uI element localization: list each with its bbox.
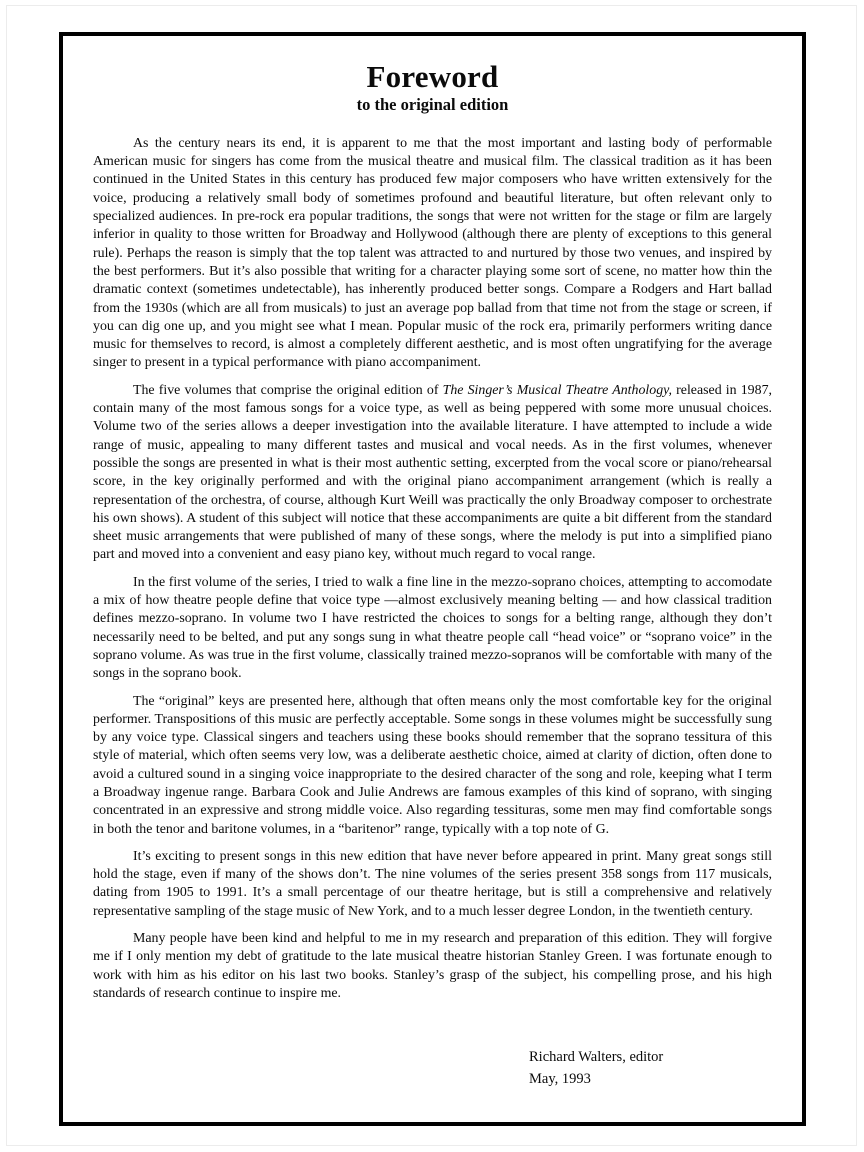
signature-name: Richard Walters, editor [529, 1049, 664, 1066]
page-subtitle: to the original edition [356, 95, 509, 115]
foreword-paragraph-3: In the first volume of the series, I tried to walk a fine line in the mezzo-soprano choices, attempting to accomodate a mix of how theatre people define that voice type —almost exclusively meaning belting — and how classical tradition defines mezzo-soprano. In volume two I have restricted the choices to songs for a belting range, although they don’t necessarily need to be belted, and put any songs sung in what theatre people call “head voice” or “soprano voice” in the soprano volume. As was true in the first volume, classically trained mezzo-sopranos will be comfortable with many of the songs in the soprano book. [93, 574, 772, 682]
foreword-paragraph-6: Many people have been kind and helpful to me in my research and preparation of this edition. They will forgive me if I only mention my debt of gratitude to the late musical theatre historian Stanley Green. I was fortunate enough to work with him as his editor on his last two books. Stanley’s grasp of the subject, his compelling prose, and his high standards of research continue to inspire me. [93, 931, 772, 1001]
page-title: Foreword [366, 59, 499, 94]
paragraph-2-text-post: released in 1987, contain many of the most famous songs for a voice type, as well as being peppered with some more unusual choices. Volume two of the series allows a deeper investigation into the available literature. I have attempted to include a wide range of music, appealing to many different tastes and musical and vocal needs. As in the first volumes, whenever possible the songs are presented in what is their most authentic setting, excerpted from the vocal score or piano/rehearsal score, in the key originally performed and with the original piano accompaniment arrangement (which is really a representation of the orchestra, of course, although Kurt Weill was practically the only Broadway composer to orchestrate his own shows). A student of this subject will notice that these accompaniments are quite a bit different from the standard sheet music arrangements that were published of many of these songs, where the melody is put into a simplified piano part and moved into a convenient and easy piano key, without much regard to vocal range. [93, 382, 772, 563]
foreword-page [59, 32, 806, 1126]
anthology-title-italic: The Singer’s Musical Theatre Anthology, [442, 382, 673, 398]
foreword-paragraph-5: It’s exciting to present songs in this new edition that have never before appeared in print. Many great songs still hold the stage, even if many of the shows don’t. The nine volumes of the series present 358 songs from 117 musicals, dating from 1905 to 1991. It’s a small percentage of our theatre heritage, but is still a comprehensive and relatively representative sampling of the stage music of New York, and to a much lesser degree London, in the twentieth century. [93, 848, 772, 919]
signature-block [93, 1046, 772, 1090]
foreword-paragraph-4: The “original” keys are presented here, although that often means only the most comfortable key for the original performer. Transpositions of this music are perfectly acceptable. Some songs in these volumes might be successfully sung by any voice type. Classical singers and teachers using these books should remember that the soprano tessitura of this style of material, which often seems very low, was a deliberate aesthetic choice, aimed at clarity of diction, often done to avoid a cultured sound in a singing voice inappropriate to the desired character of the song and role, keeping what I term a Broadway ingenue range. Barbara Cook and Julie Andrews are famous examples of this kind of soprano, with singing concentrated in an expressive and strong middle voice. Also regarding tessituras, some men may find comfortable songs in both the tenor and baritone volumes, in a “baritenor” range, typically with a top note of G. [93, 693, 772, 837]
foreword-body [93, 135, 772, 1003]
paragraph-2-text-pre: The five volumes that comprise the original edition of [133, 382, 443, 398]
signature-date: May, 1993 [529, 1071, 591, 1088]
foreword-paragraph-2 [93, 382, 772, 565]
foreword-paragraph-1: As the century nears its end, it is apparent to me that the most important and lasting body of performable American music for singers has come from the musical theatre and musical film. The classical tradition as it has been continued in the United States in this century has produced few major composers who have written extensively for the voice, producing a relatively small body of sometimes profound and beautiful literature, but often relevant only to specialized audiences. In pre-rock era popular traditions, the songs that were not written for the stage or film are largely inferior in quality to those written for Broadway and Hollywood (although there are plenty of exceptions to this general rule). Perhaps the reason is simply that the top talent was attracted to and nurtured by those two venues, and inspired by the best performers. But it’s also possible that writing for a character playing some sort of scene, no matter how thin the dramatic context (sometimes undetectable), has inherently produced better songs. Compare a Rodgers and Hart ballad from the 1930s (which are all from musicals) to just an average pop ballad from that time not from the stage or screen, if you can dig one up, and you might see what I mean. Popular music of the rock era, primarily performers writing dance music for themselves to record, is almost a completely different aesthetic, and is most often ungratifying for the average singer to present in a typical performance with piano accompaniment. [93, 135, 772, 371]
